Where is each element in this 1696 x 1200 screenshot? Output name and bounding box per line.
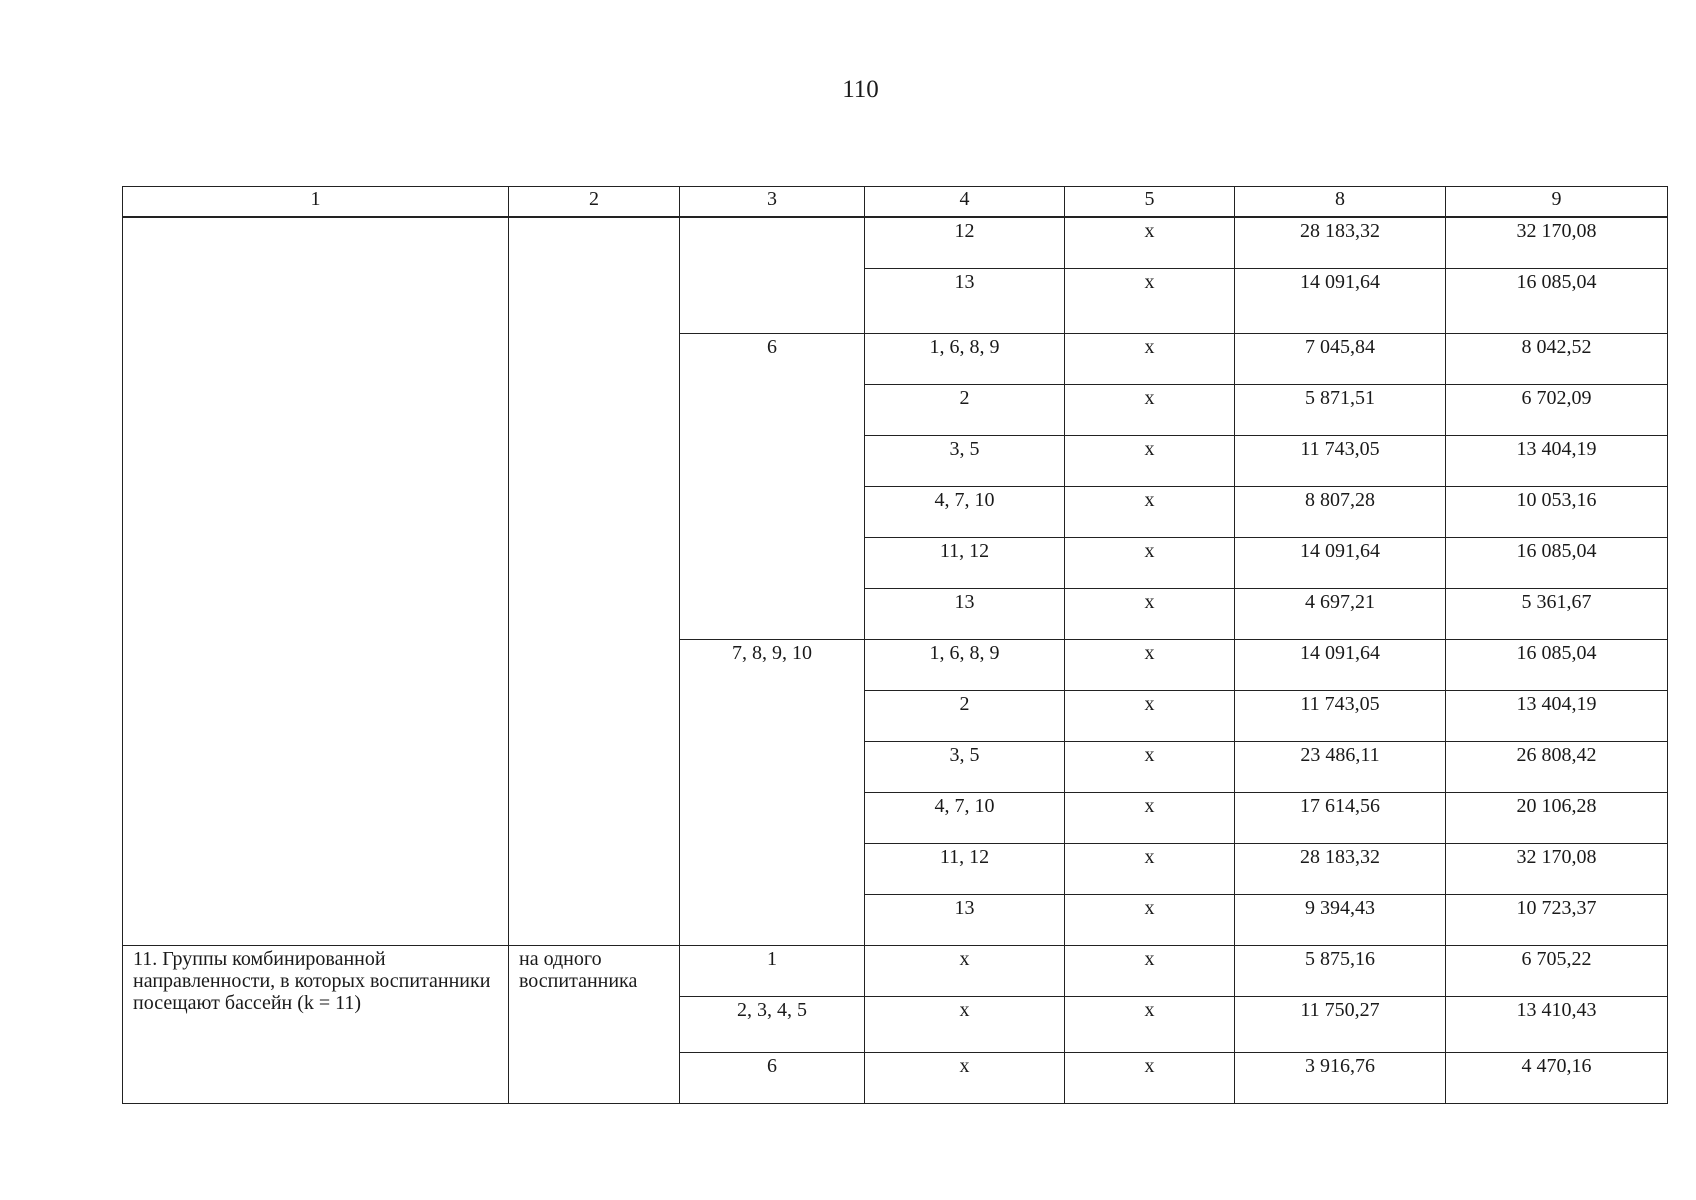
age-group-cell: 13 (865, 269, 1065, 334)
value-col9-cell: 8 042,52 (1446, 334, 1668, 385)
duration-cell: 6 (680, 1053, 865, 1104)
value-col8-cell: 11 750,27 (1235, 997, 1446, 1053)
value-col8-cell: 28 183,32 (1235, 844, 1446, 895)
value-col8-cell: 17 614,56 (1235, 793, 1446, 844)
age-group-cell: 4, 7, 10 (865, 487, 1065, 538)
col5-cell: x (1065, 217, 1235, 269)
header-col-5: 5 (1065, 187, 1235, 218)
value-col8-cell: 14 091,64 (1235, 640, 1446, 691)
age-group-cell: 12 (865, 217, 1065, 269)
col5-cell: x (1065, 334, 1235, 385)
col5-cell: x (1065, 742, 1235, 793)
age-group-cell: 13 (865, 895, 1065, 946)
value-col9-cell: 20 106,28 (1446, 793, 1668, 844)
value-col8-cell: 9 394,43 (1235, 895, 1446, 946)
age-group-cell: 4, 7, 10 (865, 793, 1065, 844)
value-col9-cell: 13 410,43 (1446, 997, 1668, 1053)
age-group-cell: x (865, 946, 1065, 997)
value-col8-cell: 11 743,05 (1235, 691, 1446, 742)
value-col9-cell: 5 361,67 (1446, 589, 1668, 640)
value-col9-cell: 16 085,04 (1446, 269, 1668, 334)
value-col8-cell: 14 091,64 (1235, 538, 1446, 589)
value-col8-cell: 8 807,28 (1235, 487, 1446, 538)
col5-cell: x (1065, 385, 1235, 436)
age-group-cell: 2 (865, 691, 1065, 742)
value-col9-cell: 16 085,04 (1446, 640, 1668, 691)
value-col8-cell: 14 091,64 (1235, 269, 1446, 334)
header-col-9: 9 (1446, 187, 1668, 218)
header-col-3: 3 (680, 187, 865, 218)
value-col9-cell: 6 705,22 (1446, 946, 1668, 997)
header-col-4: 4 (865, 187, 1065, 218)
col5-cell: x (1065, 793, 1235, 844)
header-col-1: 1 (123, 187, 509, 218)
age-group-cell: 11, 12 (865, 844, 1065, 895)
value-col9-cell: 4 470,16 (1446, 1053, 1668, 1104)
table-row (123, 946, 1668, 997)
value-col8-cell: 23 486,11 (1235, 742, 1446, 793)
tariff-table (122, 186, 1668, 1104)
column-number-header (123, 187, 1668, 218)
col5-cell: x (1065, 997, 1235, 1053)
value-col9-cell: 13 404,19 (1446, 691, 1668, 742)
age-group-cell: x (865, 997, 1065, 1053)
col5-cell: x (1065, 844, 1235, 895)
col5-cell: x (1065, 691, 1235, 742)
col5-cell: x (1065, 436, 1235, 487)
value-col8-cell: 5 871,51 (1235, 385, 1446, 436)
value-col9-cell: 16 085,04 (1446, 538, 1668, 589)
col5-cell: x (1065, 1053, 1235, 1104)
header-col-8: 8 (1235, 187, 1446, 218)
col5-cell: x (1065, 269, 1235, 334)
col5-cell: x (1065, 895, 1235, 946)
value-col8-cell: 3 916,76 (1235, 1053, 1446, 1104)
value-col9-cell: 32 170,08 (1446, 844, 1668, 895)
col5-cell: x (1065, 589, 1235, 640)
age-group-cell: 1, 6, 8, 9 (865, 334, 1065, 385)
col5-cell: x (1065, 946, 1235, 997)
value-col8-cell: 5 875,16 (1235, 946, 1446, 997)
col5-cell: x (1065, 640, 1235, 691)
value-col9-cell: 32 170,08 (1446, 217, 1668, 269)
age-group-cell: 11, 12 (865, 538, 1065, 589)
value-col9-cell: 10 053,16 (1446, 487, 1668, 538)
duration-cell: 2, 3, 4, 5 (680, 997, 865, 1053)
age-group-cell: 2 (865, 385, 1065, 436)
value-col8-cell: 7 045,84 (1235, 334, 1446, 385)
value-col9-cell: 10 723,37 (1446, 895, 1668, 946)
age-group-cell: 3, 5 (865, 742, 1065, 793)
value-col8-cell: 4 697,21 (1235, 589, 1446, 640)
group-name-cell: 11. Группы комбинированной направленности, в которых воспитанники посещают бассейн (k = 11) (123, 946, 509, 1104)
value-col8-cell: 11 743,05 (1235, 436, 1446, 487)
duration-cell: 6 (680, 334, 865, 640)
group-name-cell-empty (123, 217, 509, 946)
header-col-2: 2 (509, 187, 680, 218)
page-number: 110 (842, 76, 879, 103)
unit-cell: на одного воспитанника (509, 946, 680, 1104)
age-group-cell: 13 (865, 589, 1065, 640)
value-col9-cell: 26 808,42 (1446, 742, 1668, 793)
duration-cell: 7, 8, 9, 10 (680, 640, 865, 946)
age-group-cell: 1, 6, 8, 9 (865, 640, 1065, 691)
value-col8-cell: 28 183,32 (1235, 217, 1446, 269)
value-col9-cell: 6 702,09 (1446, 385, 1668, 436)
duration-cell-empty (680, 217, 865, 334)
unit-cell-empty (509, 217, 680, 946)
duration-cell: 1 (680, 946, 865, 997)
table-row (123, 217, 1668, 269)
age-group-cell: x (865, 1053, 1065, 1104)
col5-cell: x (1065, 487, 1235, 538)
value-col9-cell: 13 404,19 (1446, 436, 1668, 487)
age-group-cell: 3, 5 (865, 436, 1065, 487)
col5-cell: x (1065, 538, 1235, 589)
